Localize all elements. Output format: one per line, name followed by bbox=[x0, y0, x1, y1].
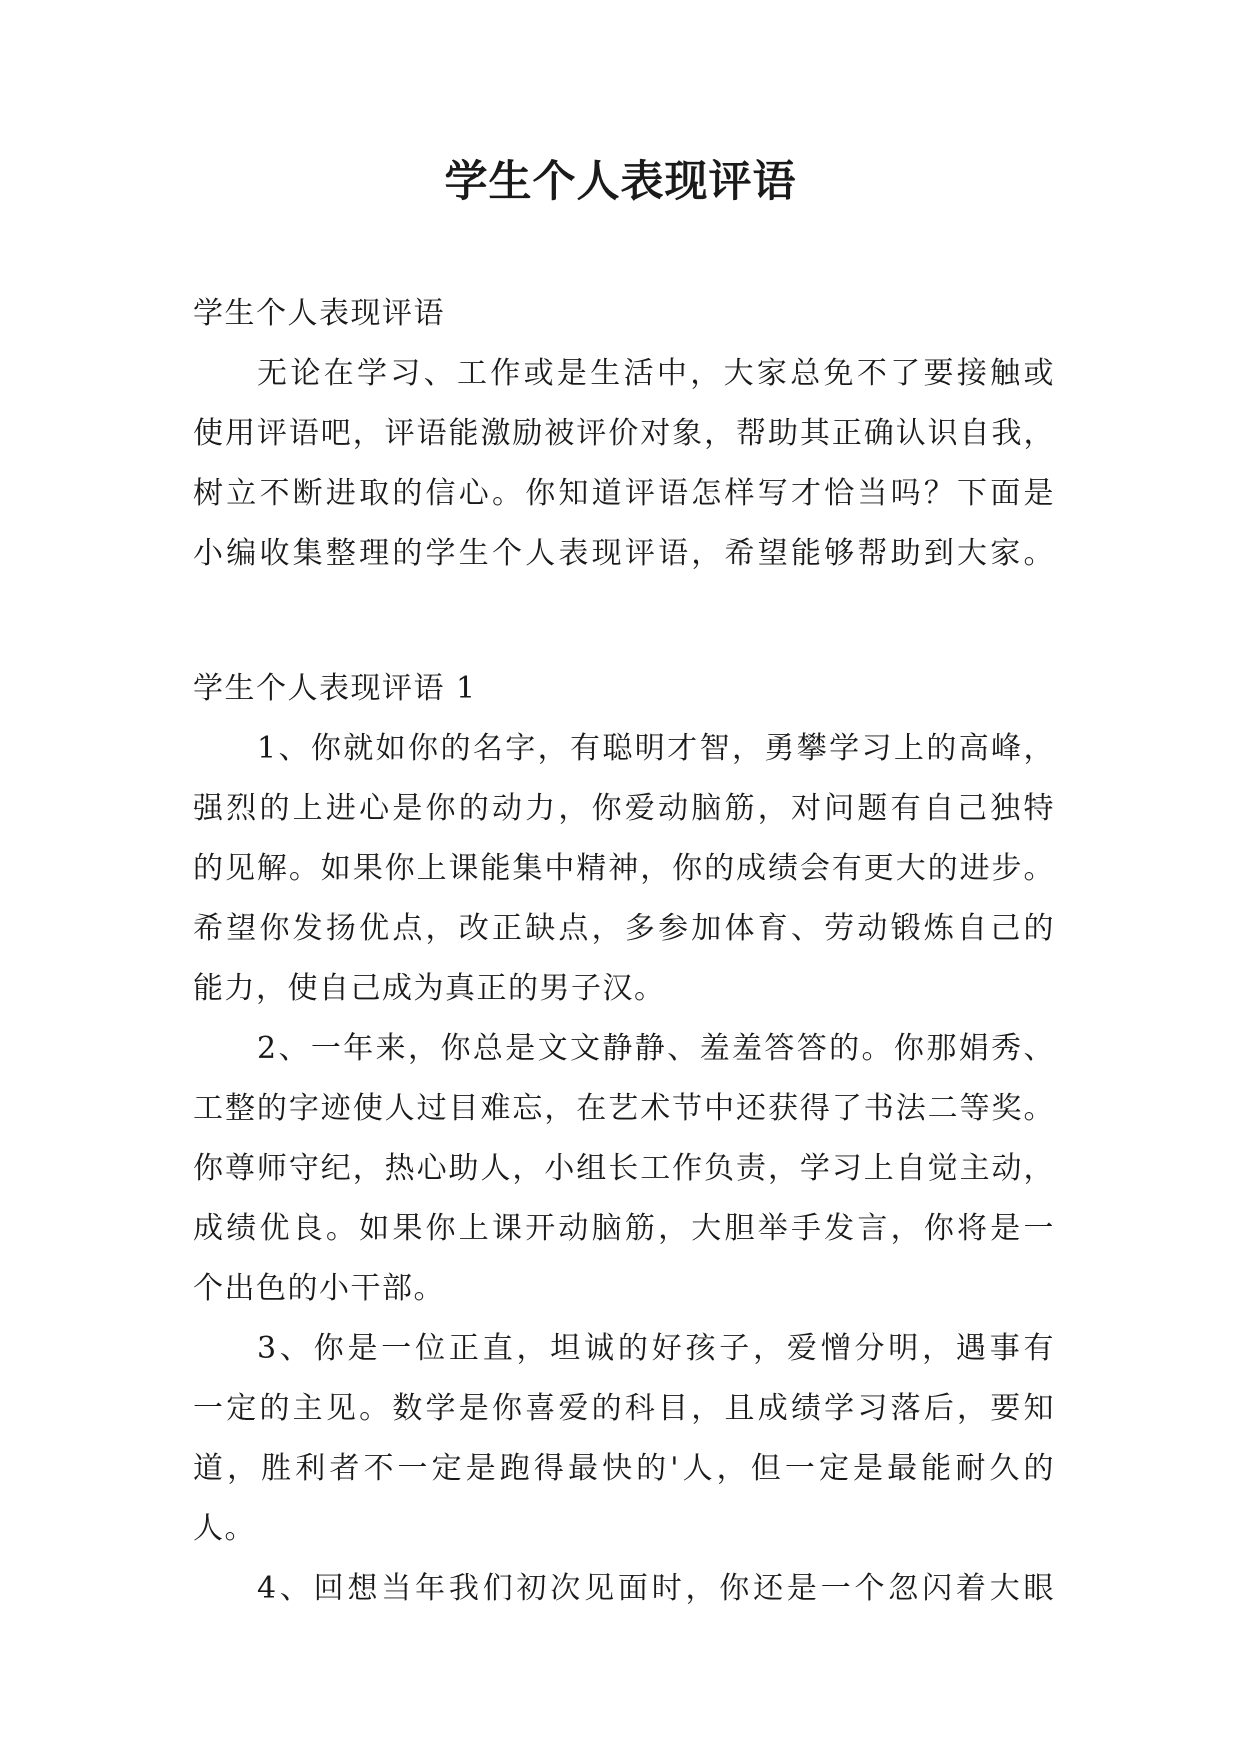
item-line: 1、你就如你的名字，有聪明才智，勇攀学习上的高峰， bbox=[257, 731, 1055, 766]
item-line: 个出色的小干部。 bbox=[193, 1271, 445, 1306]
item-line: 你尊师守纪，热心助人，小组长工作负责，学习上自觉主动， bbox=[193, 1151, 1055, 1186]
item-line: 人。 bbox=[193, 1511, 256, 1546]
section-label: 学生个人表现评语 bbox=[193, 296, 445, 331]
intro-line: 小编收集整理的学生个人表现评语，希望能够帮助到大家。 bbox=[193, 536, 1055, 571]
document-title: 学生个人表现评语 bbox=[444, 157, 797, 207]
item-line: 的见解。如果你上课能集中精神，你的成绩会有更大的进步。 bbox=[193, 851, 1055, 886]
item-line: 3、你是一位正直，坦诚的好孩子，爱憎分明，遇事有 bbox=[257, 1331, 1055, 1366]
section-gap bbox=[193, 584, 1055, 659]
intro-line: 使用评语吧，评语能激励被评价对象，帮助其正确认识自我， bbox=[193, 416, 1055, 451]
document-body bbox=[193, 284, 1055, 1619]
item-line: 强烈的上进心是你的动力，你爱动脑筋，对问题有自己独特 bbox=[193, 791, 1055, 826]
item-line: 道，胜利者不一定是跑得最快的'人，但一定是最能耐久的 bbox=[193, 1451, 1055, 1486]
item-line: 4、回想当年我们初次见面时，你还是一个忽闪着大眼 bbox=[257, 1571, 1055, 1606]
item-line: 希望你发扬优点，改正缺点，多参加体育、劳动锻炼自己的 bbox=[193, 911, 1055, 946]
item-line: 能力，使自己成为真正的男子汉。 bbox=[193, 971, 666, 1006]
item-line: 一定的主见。数学是你喜爱的科目，且成绩学习落后，要知 bbox=[193, 1391, 1055, 1426]
intro-line: 无论在学习、工作或是生活中，大家总免不了要接触或 bbox=[257, 356, 1055, 391]
item-line: 工整的字迹使人过目难忘，在艺术节中还获得了书法二等奖。 bbox=[193, 1091, 1055, 1126]
item-line: 2、一年来，你总是文文静静、羞羞答答的。你那娟秀、 bbox=[257, 1031, 1055, 1066]
item-line: 成绩优良。如果你上课开动脑筋，大胆举手发言，你将是一 bbox=[193, 1211, 1055, 1246]
section-heading: 学生个人表现评语 1 bbox=[193, 671, 477, 706]
intro-line: 树立不断进取的信心。你知道评语怎样写才恰当吗？下面是 bbox=[193, 476, 1055, 511]
